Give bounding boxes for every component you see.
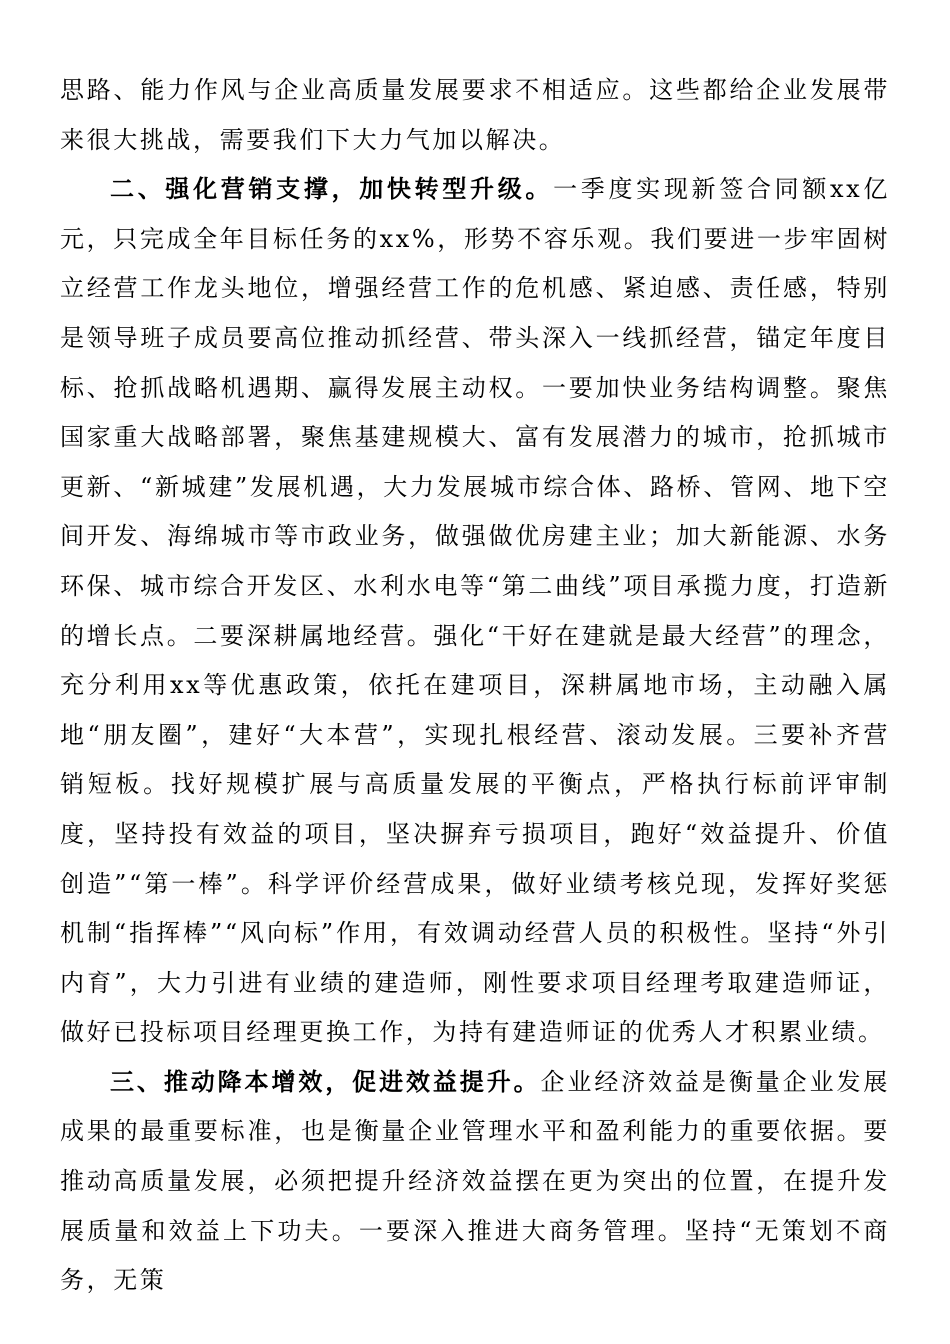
paragraph-text: 一季度实现新签合同额xx亿元，只完成全年目标任务的xx%，形势不容乐观。我们要进一步牢固树立经营工作龙头地位，增强经营工作的危机感、紧迫感、责任感，特别是领导班子成员要高位推动抓经营、带头深入一线抓经营，锚定年度目标、抢抓战略机遇期、赢得发展主动权。一要加快业务结构调整。聚焦国家重大战略部署，聚焦基建规模大、富有发展潜力的城市，抢抓城市更新、“新城建”发展机遇，大力发展城市综合体、路桥、管网、地下空间开发、海绵城市等市政业务，做强做优房建主业；加大新能源、水务环保、城市综合开发区、水利水电等“第二曲线”项目承揽力度，打造新的增长点。二要深耕属地经营。强化“干好在建就是最大经营”的理念，充分利用xx等优惠政策，依托在建项目，深耕属地市场，主动融入属地“朋友圈”，建好“大本营”，实现扎根经营、滚动发展。三要补齐营销短板。找好规模扩展与高质量发展的平衡点，严格执行标前评审制度，坚持投有效益的项目，坚决摒弃亏损项目，跑好“效益提升、价值创造”“第一棒”。科学评价经营成果，做好业绩考核兑现，发挥好奖惩机制“指挥棒”“风向标”作用，有效调动经营人员的积极性。坚持“外引内育”，大力引进有业绩的建造师，刚性要求项目经理考取建造师证，做好已投标项目经理更换工作，为持有建造师证的优秀人才积累业绩。 <box>60 175 890 1047</box>
section-heading: 三、推动降本增效，促进效益提升。 <box>110 1067 541 1096</box>
paragraph-continuation <box>60 66 890 165</box>
section-heading: 二、强化营销支撑，加快转型升级。 <box>110 175 554 204</box>
paragraph-section-three <box>60 1058 890 1306</box>
paragraph-text: 企业经济效益是衡量企业发展成果的最重要标准，也是衡量企业管理水平和盈利能力的重要依据。要推动高质量发展，必须把提升经济效益摆在更为突出的位置，在提升发展质量和效益上下功夫。一要深入推进大商务管理。坚持“无策划不商务，无策 <box>60 1067 890 1295</box>
paragraph-section-two <box>60 165 890 1058</box>
paragraph-text: 思路、能力作风与企业高质量发展要求不相适应。这些都给企业发展带来很大挑战，需要我们下大力气加以解决。 <box>60 76 890 154</box>
document-body <box>60 66 890 1306</box>
